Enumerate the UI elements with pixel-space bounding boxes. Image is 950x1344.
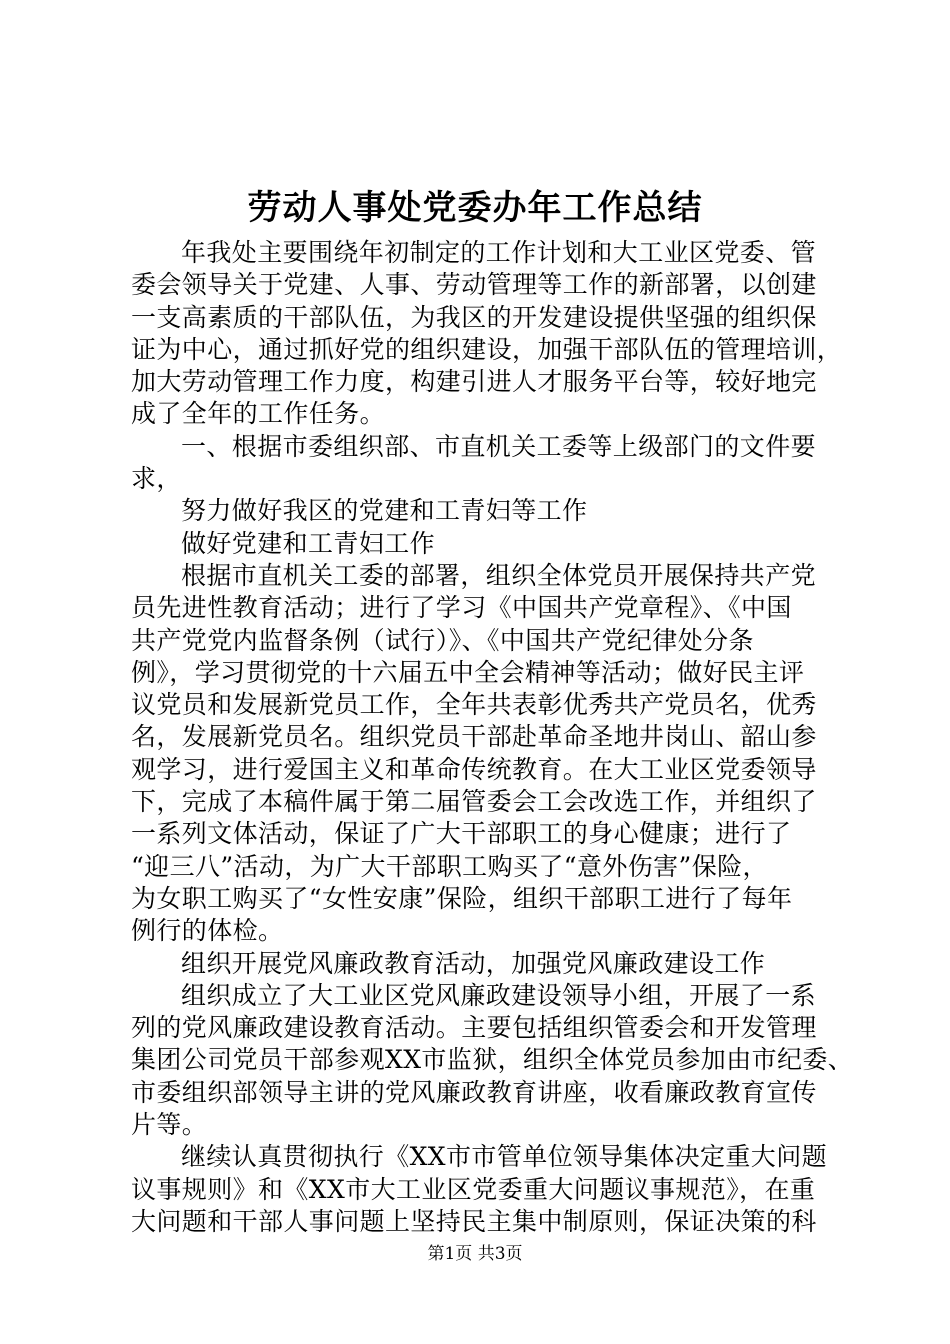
text-line: 证为中心，通过抓好党的组织建设，加强干部队伍的管理培训， [131,334,843,364]
text-line: 共产党党内监督条例（试行）》、《中国共产党纪律处分条 [131,625,754,655]
text-line: 努力做好我区的党建和工青妇等工作 [181,496,588,526]
text-line: 议党员和发展新党员工作，全年共表彰优秀共产党员名，优秀 [131,690,817,720]
text-line: 列的党风廉政建设教育活动。主要包括组织管委会和开发管理 [131,1013,817,1043]
document-body [131,237,854,1238]
text-line: 为女职工购买了“女性安康”保险，组织干部职工进行了每年 [131,883,793,913]
text-line: 员先进性教育活动；进行了学习《中国共产党章程》、《中国 [131,593,792,623]
text-line: 观学习，进行爱国主义和革命传统教育。在大工业区党委领导 [131,754,817,784]
text-line: 一支高素质的干部队伍，为我区的开发建设提供坚强的组织保 [131,302,817,332]
text-line: 名，发展新党员名。组织党员干部赴革命圣地井岗山、韶山参 [131,722,817,752]
text-line: 集团公司党员干部参观XX市监狱，组织全体党员参加由市纪委、 [131,1045,854,1075]
text-line: 组织开展党风廉政教育活动，加强党风廉政建设工作 [181,948,766,978]
document-title: 劳动人事处党委办年工作总结 [247,188,703,228]
text-line: 一、根据市委组织部、市直机关工委等上级部门的文件要 [181,431,817,461]
text-line: 一系列文体活动，保证了广大干部职工的身心健康；进行了 [131,819,792,849]
text-line: 大问题和干部人事问题上坚持民主集中制原则，保证决策的科 [131,1206,817,1236]
text-line: 例》，学习贯彻党的十六届五中全会精神等活动；做好民主评 [131,657,805,687]
text-line: 组织成立了大工业区党风廉政建设领导小组，开展了一系 [181,980,817,1010]
text-line: 求， [131,464,182,494]
text-line: 片等。 [131,1110,208,1140]
text-line: 市委组织部领导主讲的党风廉政教育讲座，收看廉政教育宣传 [131,1077,817,1107]
text-line: 成了全年的工作任务。 [131,399,386,429]
text-line: “迎三八”活动，为广大干部职工购买了“意外伤害”保险， [131,851,768,881]
text-line: 根据市直机关工委的部署，组织全体党员开展保持共产党 [181,560,817,590]
text-line: 继续认真贯彻执行《XX市市管单位领导集体决定重大问题 [181,1142,827,1172]
page-footer: 第1页 共3页 [427,1244,523,1264]
text-line: 加大劳动管理工作力度，构建引进人才服务平台等，较好地完 [131,367,817,397]
text-line: 议事规则》和《XX市大工业区党委重大问题议事规范》，在重 [131,1174,816,1204]
text-line: 例行的体检。 [131,916,284,946]
text-line: 年我处主要围绕年初制定的工作计划和大工业区党委、管 [181,238,817,267]
text-line: 下，完成了本稿件属于第二届管委会工会改选工作，并组织了 [131,787,817,817]
text-line: 委会领导关于党建、人事、劳动管理等工作的新部署，以创建 [131,270,817,300]
text-line: 做好党建和工青妇工作 [181,528,436,558]
